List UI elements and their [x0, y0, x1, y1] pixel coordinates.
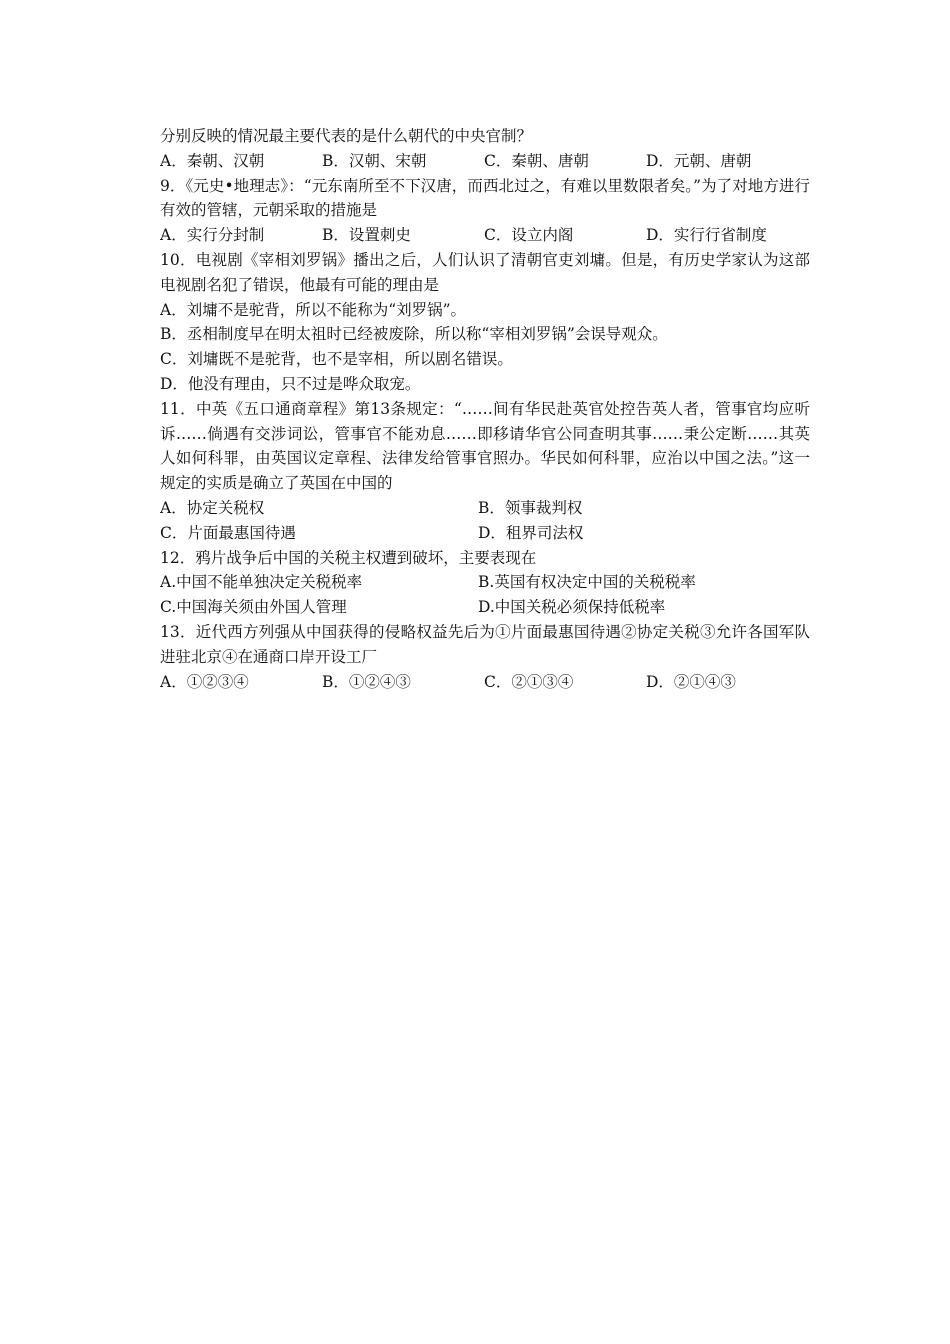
q11-options-row2: [160, 521, 810, 546]
q12-option-b[interactable]: B.英国有权决定中国的关税税率: [478, 573, 696, 592]
q12-option-c[interactable]: C.中国海关须由外国人管理: [160, 598, 347, 617]
q9-option-d[interactable]: D．实行行省制度: [646, 226, 767, 245]
q13-option-b[interactable]: B．①②④③: [322, 672, 411, 691]
q9-option-a[interactable]: A．实行分封制: [160, 226, 265, 245]
q11-option-d[interactable]: D．租界司法权: [478, 523, 584, 542]
q13-option-c[interactable]: C．②①③④: [484, 672, 574, 691]
q9-option-c[interactable]: C．设立内阁: [484, 226, 574, 245]
q8-stem-tail: 分别反映的情况最主要代表的是什么朝代的中央官制？: [160, 127, 533, 145]
q11-stem: 11．中英《五口通商章程》第13条规定：“……间有华民赴英官处控告英人者，管事官均应听诉……倘遇有交涉词讼，管事官不能劝息……即移请华官公同查明其事……秉公定断……其英人如何科罪，由英国议定章程、法律发给管事官照办。华民如何科罪，应治以中国之法。”这一规定的实质是确立了英国在中国的: [160, 399, 810, 493]
q12-options-row2: [160, 595, 810, 620]
q11-option-b[interactable]: B．领事裁判权: [478, 498, 583, 517]
q10-option-c[interactable]: C．刘墉既不是驼背，也不是宰相，所以剧名错误。: [160, 350, 513, 369]
q10-option-b[interactable]: B．丞相制度早在明太祖时已经被废除，所以称“宰相刘罗锅”会误导观众。: [160, 325, 668, 344]
q12-option-d[interactable]: D.中国关税必须保持低税率: [478, 598, 666, 617]
q12-option-a[interactable]: A.中国不能单独决定关税税率: [160, 573, 363, 592]
q8-options: [160, 149, 810, 174]
q11-option-c[interactable]: C．片面最惠国待遇: [160, 523, 296, 542]
q9-option-b[interactable]: B．设置刺史: [322, 226, 411, 245]
q13-stem: 13．近代西方列强从中国获得的侵略权益先后为①片面最惠国待遇②协定关税③允许各国军队进驻北京④在通商口岸开设工厂: [160, 622, 810, 666]
q13-option-d[interactable]: D．②①④③: [646, 672, 736, 691]
q10-option-d[interactable]: D．他没有理由，只不过是哗众取宠。: [160, 374, 421, 393]
q11-option-a[interactable]: A．协定关税权: [160, 498, 265, 517]
q10-stem: 10．电视剧《宰相刘罗锅》播出之后，人们认识了清朝官吏刘墉。但是，有历史学家认为这部电视剧名犯了错误，他最有可能的理由是: [160, 250, 810, 294]
q12-stem: 12．鸦片战争后中国的关税主权遭到破坏，主要表现在: [160, 548, 537, 567]
q8-option-d[interactable]: D．元朝、唐朝: [646, 151, 752, 170]
q13-option-a[interactable]: A．①②③④: [160, 672, 249, 691]
q9-stem: 9．《元史•地理志》：“元东南所至不下汉唐，而西北过之，有难以里数限者矣。”为了对地方进行有效的管辖，元朝采取的措施是: [160, 176, 810, 220]
q11-options-row1: [160, 496, 810, 521]
question-list: [160, 124, 810, 694]
q12-options-row1: [160, 570, 810, 595]
q8-option-c[interactable]: C．秦朝、唐朝: [484, 151, 589, 170]
q9-options: [160, 223, 810, 248]
q13-options: [160, 670, 810, 695]
q8-option-b[interactable]: B．汉朝、宋朝: [322, 151, 427, 170]
q8-option-a[interactable]: A．秦朝、汉朝: [160, 151, 265, 170]
q10-option-a[interactable]: A．刘墉不是驼背，所以不能称为“刘罗锅”。: [160, 300, 467, 319]
